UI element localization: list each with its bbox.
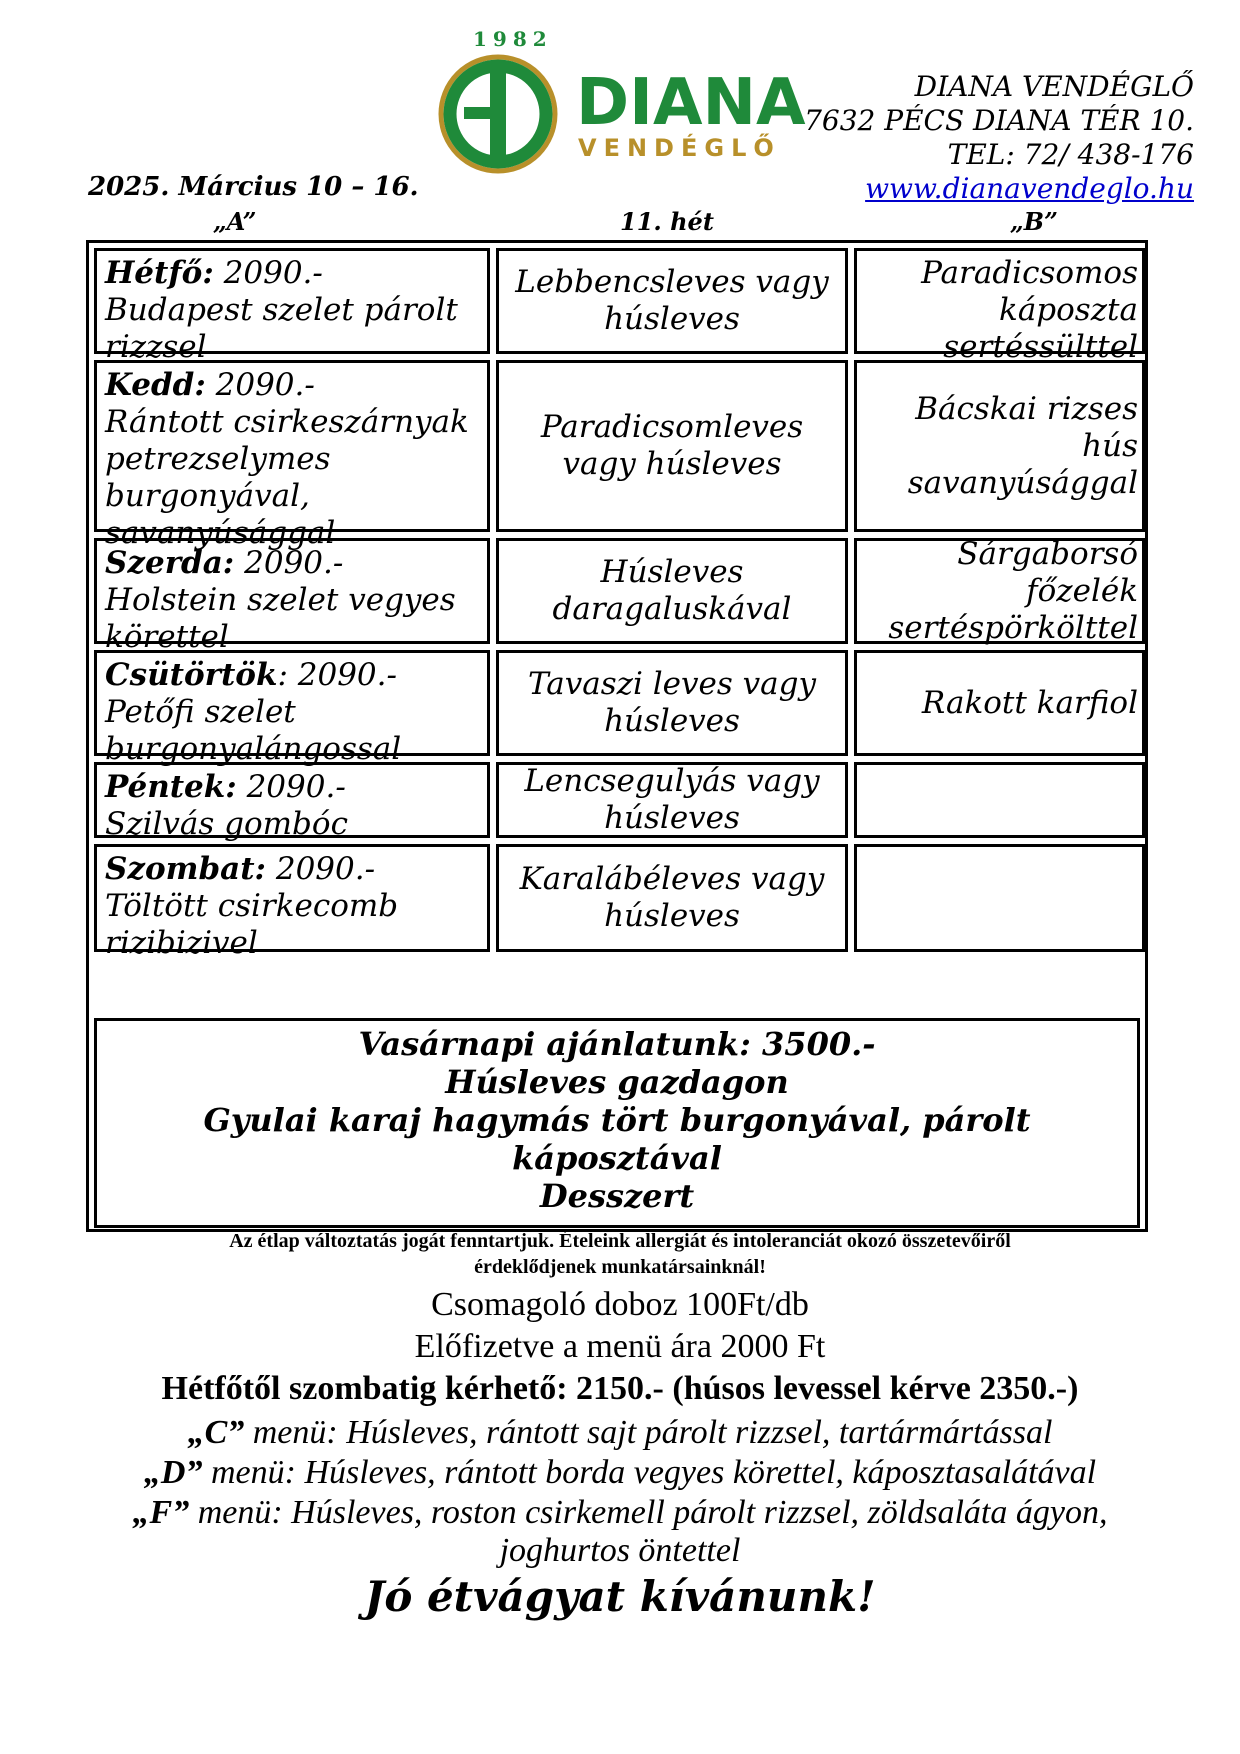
sunday-offer	[94, 1018, 1140, 1228]
a-menu-cell	[94, 248, 490, 365]
subscription-price: Előfizetve a menü ára 2000 Ft	[414, 1328, 826, 1365]
b-menu-dish: Paradicsomos káposzta sertéssülttel	[921, 255, 1138, 365]
b-menu-dish: Bácskai rizses hús savanyúsággal	[907, 390, 1138, 501]
b-menu-dish: Rakott karfiol	[921, 684, 1138, 721]
soup-cell	[496, 844, 848, 952]
soup: Tavaszi leves vagy húsleves	[528, 666, 816, 739]
menu-c-text: menü: Húsleves, rántott sajt párolt rizzsel, tartármártással	[244, 1414, 1053, 1451]
packaging-price: Csomagoló doboz 100Ft/db	[431, 1286, 809, 1323]
phone-number: TEL: 72/ 438-176	[947, 138, 1194, 171]
a-menu-dish: Petőfi szelet burgonyalángossal	[105, 694, 402, 767]
a-menu-dish: Szilvás gombóc	[105, 806, 348, 842]
date-range: 2025. Március 10 – 16.	[88, 172, 419, 202]
price: 2090.-	[205, 367, 315, 403]
b-menu-cell	[854, 535, 1145, 646]
sunday-main: Gyulai karaj hagymás tört burgonyával, párolt	[203, 1101, 1031, 1139]
soup: Paradicsomleves vagy húsleves	[540, 409, 804, 482]
sunday-title: Vasárnapi ajánlatunk: 3500.-	[358, 1025, 876, 1063]
sunday-main-cont: káposztával	[512, 1139, 722, 1177]
b-menu-cell	[854, 650, 1145, 756]
menu-d-code: „D”	[143, 1454, 203, 1491]
menu-d-text: menü: Húsleves, rántott borda vegyes körettel, káposztasalátával	[202, 1454, 1097, 1491]
soup: Lencsegulyás vagy húsleves	[524, 763, 820, 836]
diana-logo	[428, 24, 808, 174]
disclaimer-line-1: Az étlap változtatás jogát fenntartjuk. Ételeink allergiát és intoleranciát okozó összetevőiről	[229, 1230, 1011, 1252]
b-menu-cell	[854, 360, 1145, 532]
menu-c	[60, 1414, 1180, 1452]
a-menu-cell	[94, 650, 490, 767]
soup: Lebbencsleves vagy húsleves	[515, 264, 829, 337]
soup-cell	[496, 248, 848, 354]
sunday-dessert: Desszert	[539, 1177, 695, 1215]
b-menu-cell	[854, 248, 1145, 365]
svg-text:DIANA: DIANA	[576, 66, 806, 140]
sunday-soup: Húsleves gazdagon	[445, 1063, 789, 1101]
menu-f-code: „F”	[132, 1494, 190, 1531]
day-name: Kedd:	[105, 367, 206, 403]
restaurant-name: DIANA VENDÉGLŐ	[914, 70, 1194, 103]
b-menu-cell	[854, 762, 1145, 838]
weekly-menu-table	[86, 240, 1148, 1232]
day-name: Csütörtök	[105, 657, 278, 693]
day-name: Hétfő:	[105, 255, 214, 291]
menu-f-text-cont: joghurtos öntettel	[499, 1532, 741, 1569]
week-number: 11. hét	[620, 207, 714, 236]
price: : 2090.-	[277, 657, 397, 693]
disclaimer-line-2: érdeklődjenek munkatársainknál!	[474, 1256, 766, 1278]
soup-cell	[496, 650, 848, 756]
b-menu-dish: Sárgaborsó főzelék sertéspörkölttel	[888, 535, 1138, 646]
closing-wish: Jó étvágyat kívánunk!	[364, 1572, 876, 1621]
svg-text:1982: 1982	[473, 27, 553, 51]
menu-c-code: „C”	[187, 1414, 245, 1451]
a-menu-dish: Budapest szelet párolt rizzsel	[105, 292, 458, 365]
soup: Karalábéleves vagy húsleves	[519, 861, 825, 934]
weekday-price: Hétfőtől szombatig kérhető: 2150.- (húsos levessel kérve 2350.-)	[161, 1370, 1079, 1407]
a-menu-cell	[94, 762, 490, 842]
price: 2090.-	[234, 545, 344, 581]
price: 2090.-	[213, 255, 323, 291]
a-menu-cell	[94, 360, 490, 551]
b-menu-cell	[854, 844, 1145, 952]
column-b-header: „B”	[1010, 207, 1058, 236]
soup-cell	[496, 762, 848, 838]
menu-d	[60, 1454, 1180, 1492]
day-name: Szerda:	[105, 545, 235, 581]
price: 2090.-	[266, 851, 376, 887]
a-menu-dish: Töltött csirkecomb rizibizivel	[105, 888, 399, 961]
a-menu-cell	[94, 844, 490, 961]
price: 2090.-	[236, 769, 346, 805]
website-link[interactable]: www.dianavendeglo.hu	[865, 172, 1194, 205]
day-name: Péntek:	[105, 769, 237, 805]
soup-cell	[496, 360, 848, 532]
disclaimer	[110, 1228, 1130, 1280]
column-a-header: „A”	[213, 207, 257, 236]
menu-f	[60, 1494, 1180, 1570]
a-menu-dish: Holstein szelet vegyes körettel	[105, 582, 456, 655]
a-menu-cell	[94, 538, 490, 655]
menu-f-text: menü: Húsleves, roston csirkemell párolt rizzsel, zöldsaláta ágyon,	[189, 1494, 1108, 1531]
a-menu-dish: Rántott csirkeszárnyak petrezselymes burgonyával, savanyúsággal	[105, 404, 469, 551]
soup: Húsleves daragaluskával	[552, 554, 792, 627]
day-name: Szombat:	[105, 851, 266, 887]
soup-cell	[496, 538, 848, 644]
street-address: 7632 PÉCS DIANA TÉR 10.	[804, 104, 1194, 137]
svg-text:VENDÉGLŐ: VENDÉGLŐ	[578, 134, 781, 162]
restaurant-address	[804, 70, 1194, 206]
